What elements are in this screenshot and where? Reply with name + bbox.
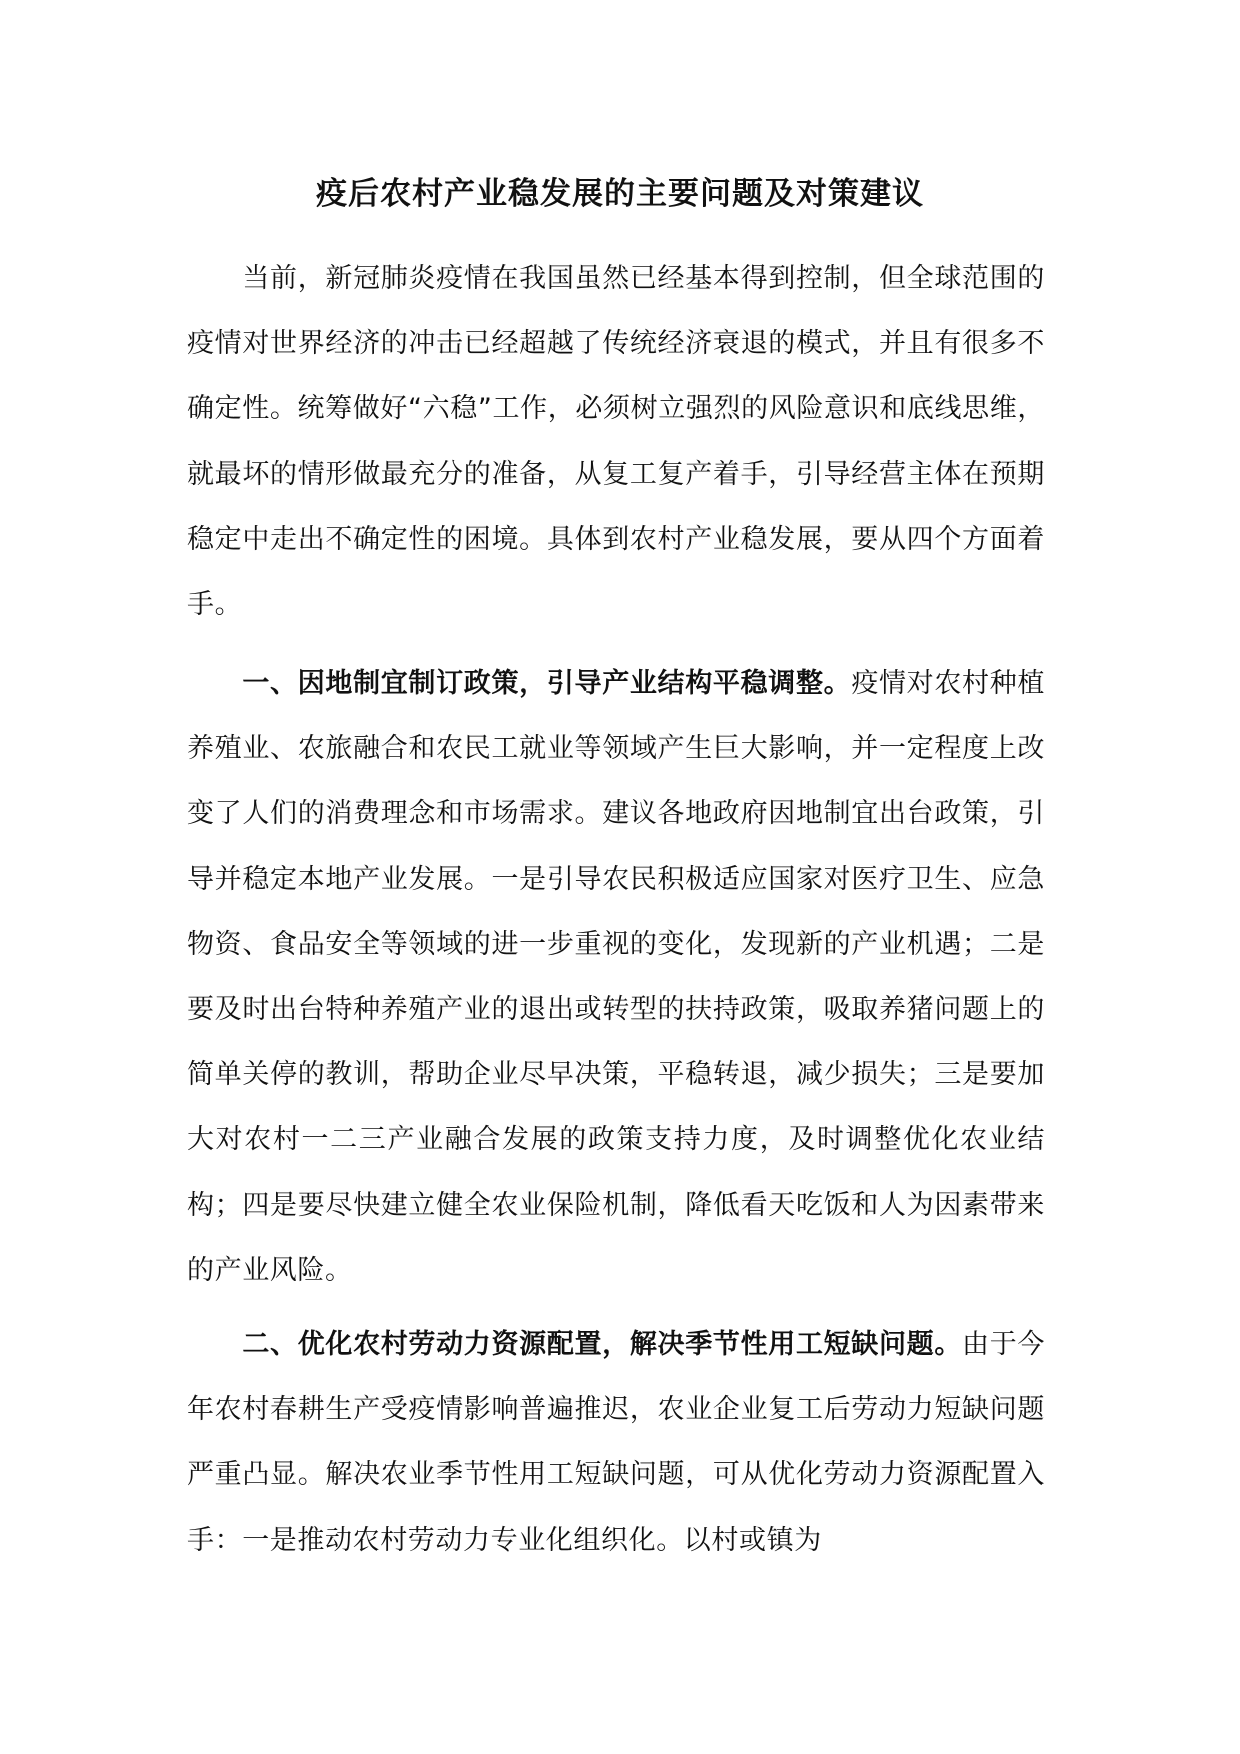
section-two-heading: 二、优化农村劳动力资源配置，解决季节性用工短缺问题。 (242, 1329, 963, 1360)
section-two-text: 由于今年农村春耕生产受疫情影响普遍推迟，农业企业复工后劳动力短缺问题严重凸显。解决农业季节性用工短缺问题，可从优化劳动力资源配置入手：一是推动农村劳动力专业化组织化。以村或镇为 (187, 1329, 1045, 1556)
document-title: 疫后农村产业稳发展的主要问题及对策建议 (316, 176, 924, 212)
section-two-paragraph (187, 1312, 1045, 1573)
section-one-heading: 一、因地制宜制订政策，引导产业结构平稳调整。 (242, 668, 852, 699)
intro-paragraph: 当前，新冠肺炎疫情在我国虽然已经基本得到控制，但全球范围的疫情对世界经济的冲击已经超越了传统经济衰退的模式，并且有很多不确定性。统筹做好“六稳”工作，必须树立强烈的风险意识和底线思维，就最坏的情形做最充分的准备，从复工复产着手，引导经营主体在预期稳定中走出不确定性的困境。具体到农村产业稳发展，要从四个方面着手。 (187, 263, 1045, 621)
section-one-text: 疫情对农村种植养殖业、农旅融合和农民工就业等领域产生巨大影响，并一定程度上改变了人们的消费理念和市场需求。建议各地政府因地制宜出台政策，引导并稳定本地产业发展。一是引导农民积极适应国家对医疗卫生、应急物资、食品安全等领域的进一步重视的变化，发现新的产业机遇；二是要及时出台特种养殖产业的退出或转型的扶持政策，吸取养猪问题上的简单关停的教训，帮助企业尽早决策，平稳转退，减少损失；三是要加大对农村一二三产业融合发展的政策支持力度，及时调整优化农业结构；四是要尽快建立健全农业保险机制，降低看天吃饭和人为因素带来的产业风险。 (187, 668, 1045, 1286)
section-one-paragraph (187, 651, 1045, 1303)
